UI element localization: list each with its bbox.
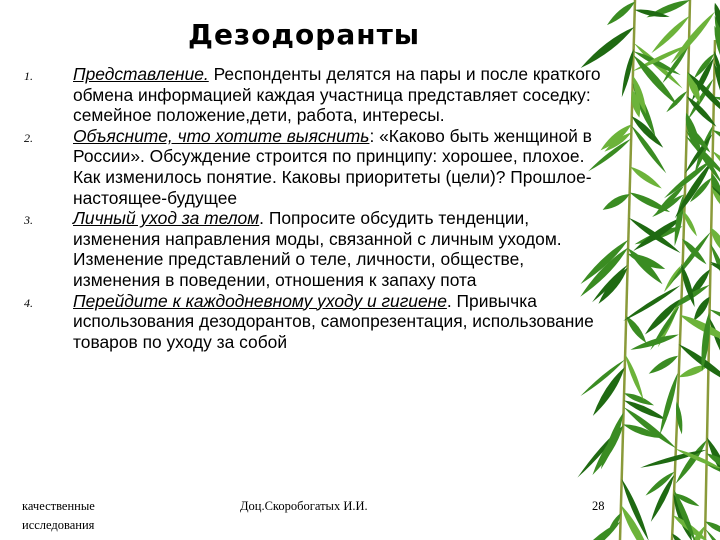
item-body: : «Каково быть женщиной в России». Обсуждение строится по принципу: хорошее, плохое. Как изменилось понятие. Каковы приоритеты (цели)? Прошлое-настоящее-будущее — [73, 125, 592, 208]
item-text — [73, 126, 603, 208]
bamboo-leaf — [605, 0, 637, 28]
item-text — [73, 291, 603, 353]
item-number: 4. — [24, 295, 33, 310]
item-number: 3. — [24, 213, 33, 228]
item-lead: Перейдите к каждодневному уходу и гигиене — [73, 290, 447, 311]
list-item — [0, 208, 610, 290]
item-text — [73, 208, 603, 290]
bamboo-leaf — [629, 164, 664, 191]
item-number: 1. — [24, 69, 33, 83]
footer-author: Доц.Скоробогатых И.И. — [240, 499, 368, 513]
item-lead: Представление. — [73, 64, 209, 84]
item-body: Респонденты делятся на пары и после краткого обмена информацией каждая участница представляет соседку: семейное положение,дети, работа, интересы. — [73, 64, 601, 126]
list-item — [0, 126, 610, 208]
item-lead: Объясните, что хотите выяснить — [73, 125, 370, 146]
page-number: 28 — [592, 499, 605, 513]
item-body: . Привычка использования дезодорантов, самопрезентация, использование товаров по уходу за собой — [73, 290, 594, 352]
bamboo-leaf — [677, 341, 720, 387]
list-item — [0, 64, 610, 126]
bamboo-leaf — [647, 353, 680, 377]
item-body: . Попросите обсудить тенденции, изменения направления моды, связанной с личным уходом. Изменение представлений о теле, личности, обществе, изменения в поведении, отношения к запаху пота — [73, 208, 562, 290]
slide-title: Дезодоранты — [188, 18, 421, 51]
numbered-list — [0, 64, 610, 352]
list-item — [0, 291, 610, 353]
bamboo-leaf — [645, 0, 691, 21]
item-lead: Личный уход за телом — [73, 208, 260, 229]
item-text — [73, 64, 603, 126]
item-number: 2. — [24, 130, 33, 145]
footer-left: качественные исследования — [22, 499, 95, 532]
